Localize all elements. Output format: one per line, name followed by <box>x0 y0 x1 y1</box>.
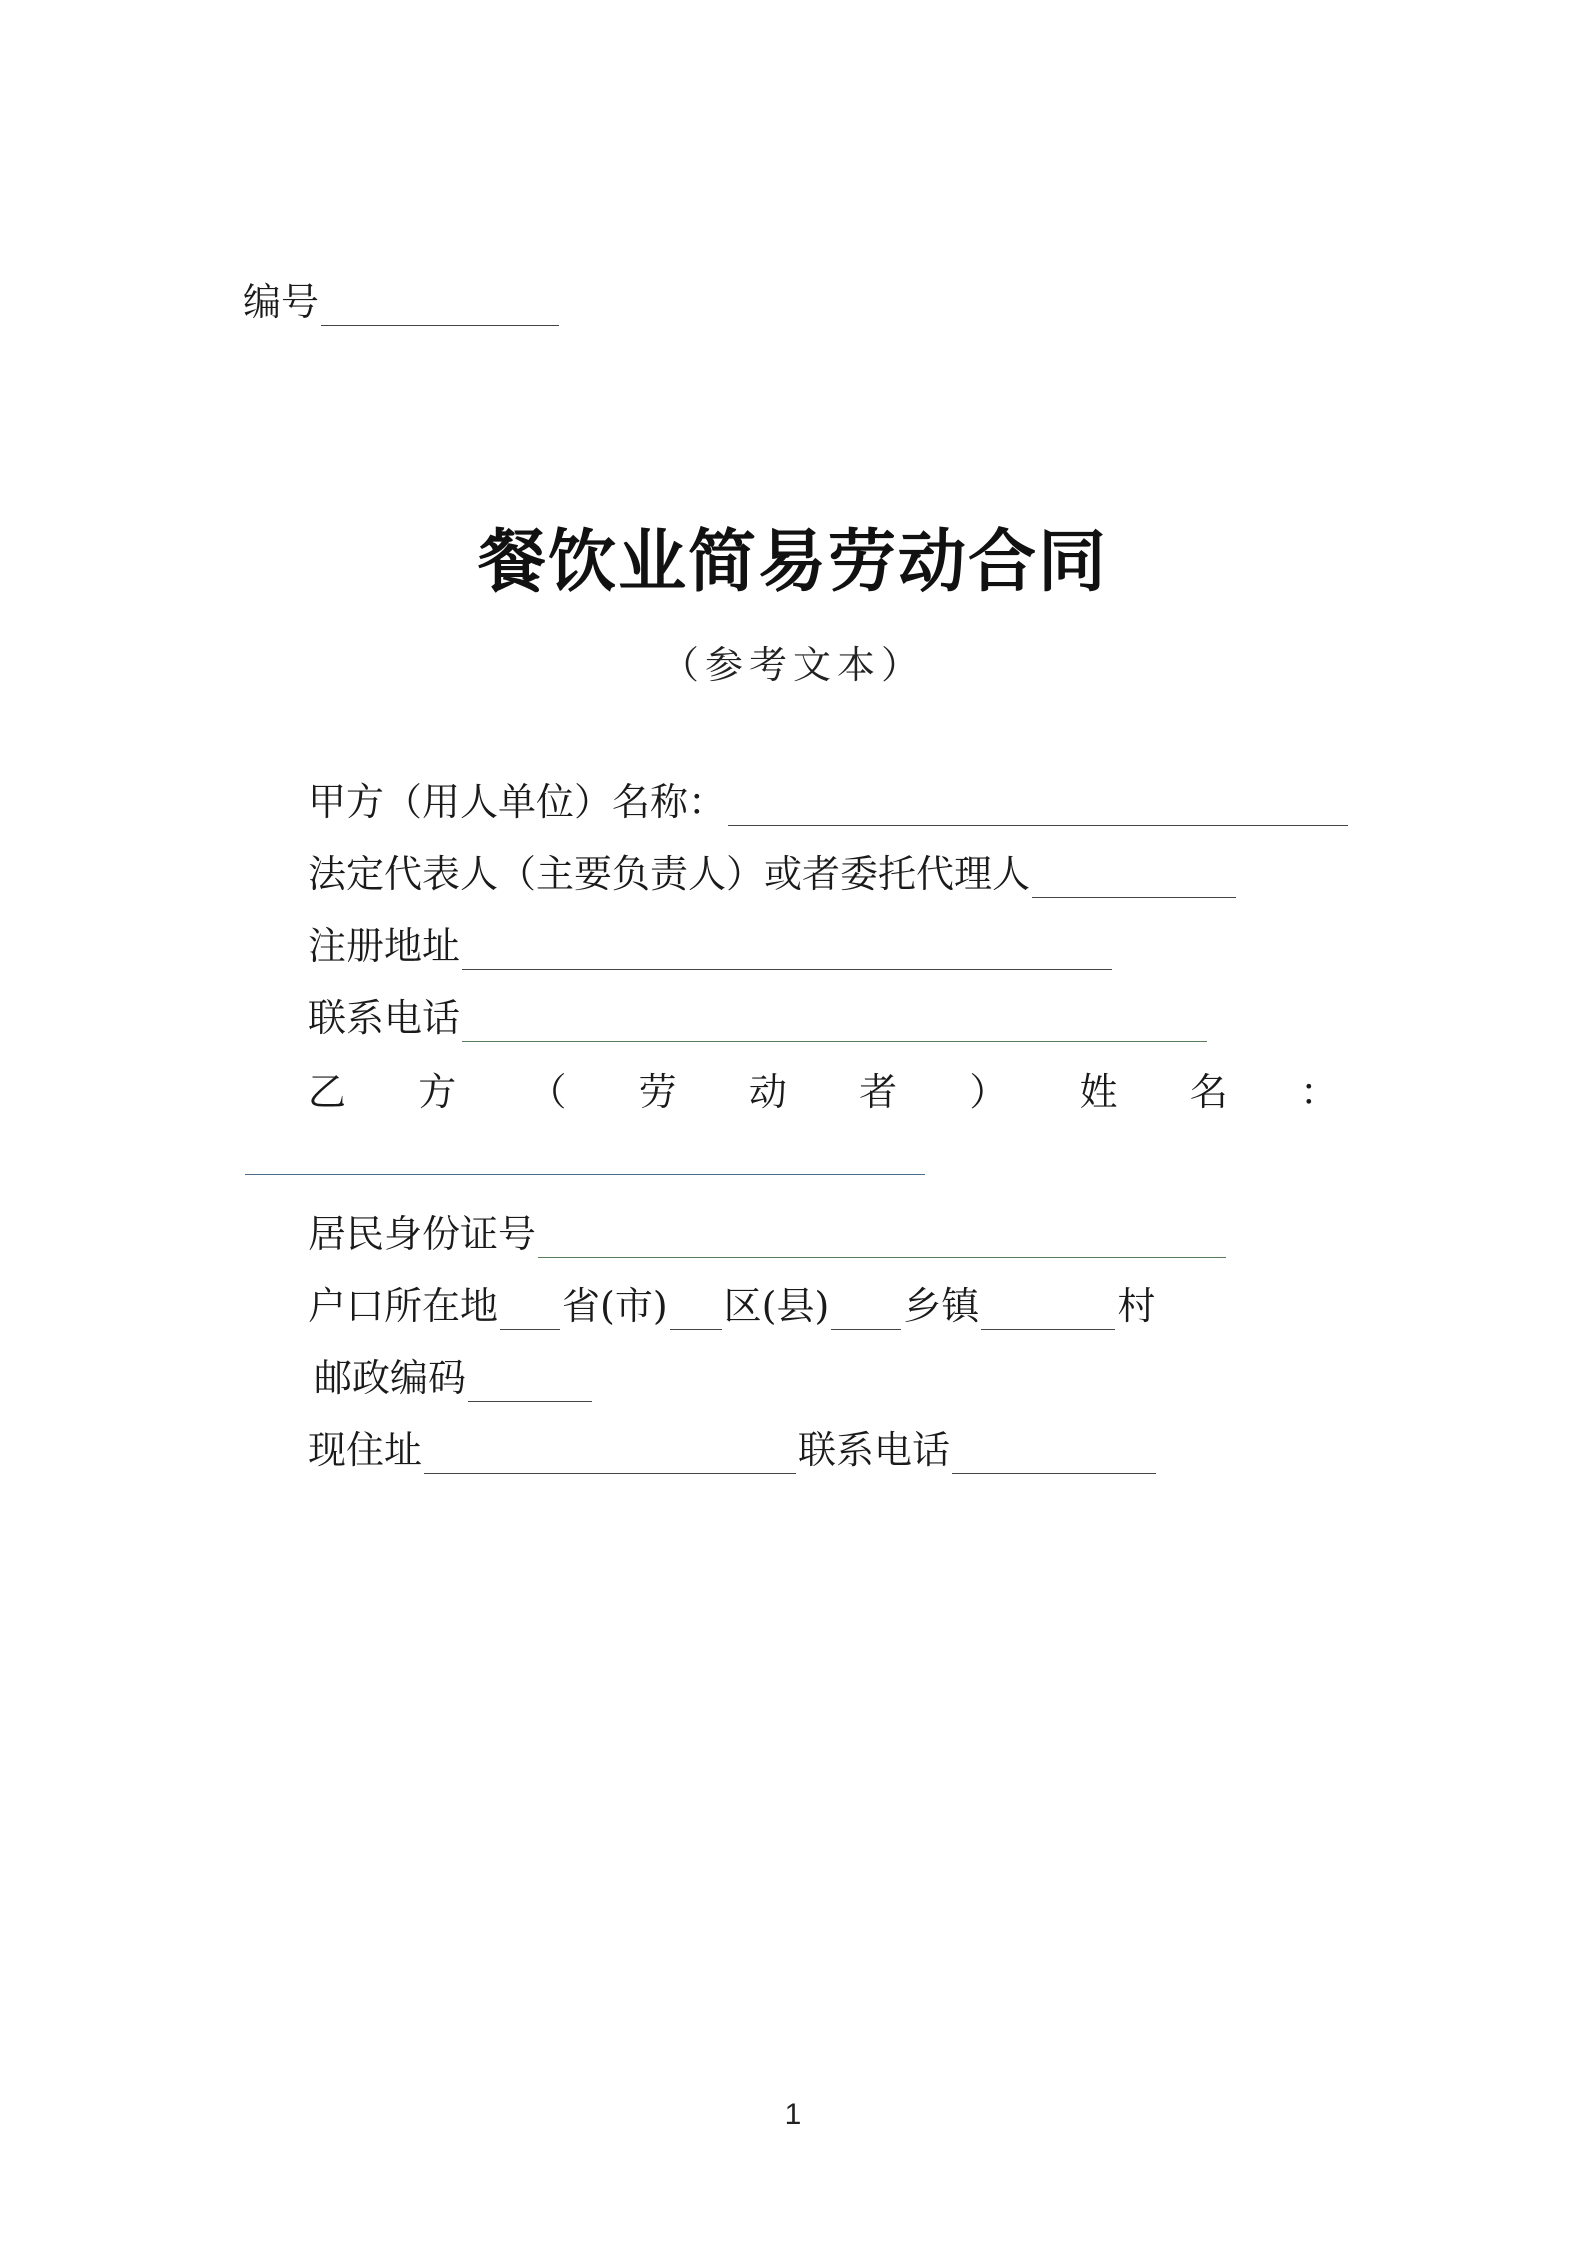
serial-number-line <box>243 278 561 326</box>
hukou-district-blank[interactable] <box>670 1295 722 1330</box>
party-a-address-blank[interactable] <box>462 935 1112 970</box>
party-b-phone-label: 联系电话 <box>798 1428 951 1472</box>
hukou-village-label: 村 <box>1117 1284 1156 1328</box>
party-b-hukou-line <box>308 1282 1155 1330</box>
hukou-province-blank[interactable] <box>500 1295 560 1330</box>
serial-number-label: 编号 <box>243 280 320 324</box>
hukou-town-label: 乡镇 <box>903 1284 980 1328</box>
party-b-name-char: 者 <box>859 1070 898 1114</box>
party-a-address-label: 注册地址 <box>308 924 461 968</box>
hukou-town-blank[interactable] <box>831 1295 901 1330</box>
hukou-label: 户口所在地 <box>308 1284 499 1328</box>
party-b-name-char: 方 <box>418 1070 457 1114</box>
document-subtitle: （参考文本） <box>660 643 925 687</box>
party-b-name-char: ） <box>969 1070 1008 1114</box>
party-b-id-line <box>308 1210 1228 1258</box>
party-a-name-line <box>308 778 1350 826</box>
hukou-province-label: 省(市) <box>562 1284 668 1328</box>
party-a-phone-label: 联系电话 <box>308 996 461 1040</box>
hukou-district-label: 区(县) <box>723 1284 830 1328</box>
hukou-village-blank[interactable] <box>981 1295 1115 1330</box>
party-b-name-label <box>308 1068 1338 1116</box>
party-a-rep-blank[interactable] <box>1032 863 1236 898</box>
party-b-postcode-line <box>314 1354 594 1402</box>
postcode-label: 邮政编码 <box>314 1356 467 1400</box>
party-a-name-label: 甲方（用人单位）名称： <box>308 780 727 824</box>
party-b-name-char: 名 <box>1189 1070 1228 1114</box>
party-b-id-label: 居民身份证号 <box>308 1212 537 1256</box>
party-b-name-char: ： <box>1299 1070 1338 1114</box>
party-b-phone-blank[interactable] <box>952 1439 1156 1474</box>
postcode-blank[interactable] <box>468 1367 592 1402</box>
party-b-id-blank[interactable] <box>538 1223 1226 1258</box>
party-a-phone-line <box>308 994 1209 1042</box>
party-b-name-char: 动 <box>748 1070 787 1114</box>
party-a-phone-blank[interactable] <box>462 1007 1207 1042</box>
party-a-rep-label: 法定代表人（主要负责人）或者委托代理人 <box>308 852 1031 896</box>
party-a-address-line <box>308 922 1114 970</box>
party-b-name-char: 姓 <box>1079 1070 1118 1114</box>
party-a-name-blank[interactable] <box>728 791 1348 826</box>
serial-number-blank[interactable] <box>321 291 559 326</box>
current-address-label: 现住址 <box>308 1428 423 1472</box>
party-b-name-blank[interactable] <box>245 1140 925 1175</box>
party-b-name-char: （ <box>528 1070 567 1114</box>
document-title: 餐饮业简易劳动合同 <box>477 523 1108 602</box>
party-b-name-char: 劳 <box>638 1070 677 1114</box>
current-address-blank[interactable] <box>424 1439 796 1474</box>
party-a-rep-line <box>308 850 1238 898</box>
page-number: 1 <box>784 2098 802 2131</box>
party-b-name-char: 乙 <box>308 1070 347 1114</box>
party-b-address-line <box>308 1426 1158 1474</box>
party-b-name-blank-line <box>243 1140 927 1175</box>
